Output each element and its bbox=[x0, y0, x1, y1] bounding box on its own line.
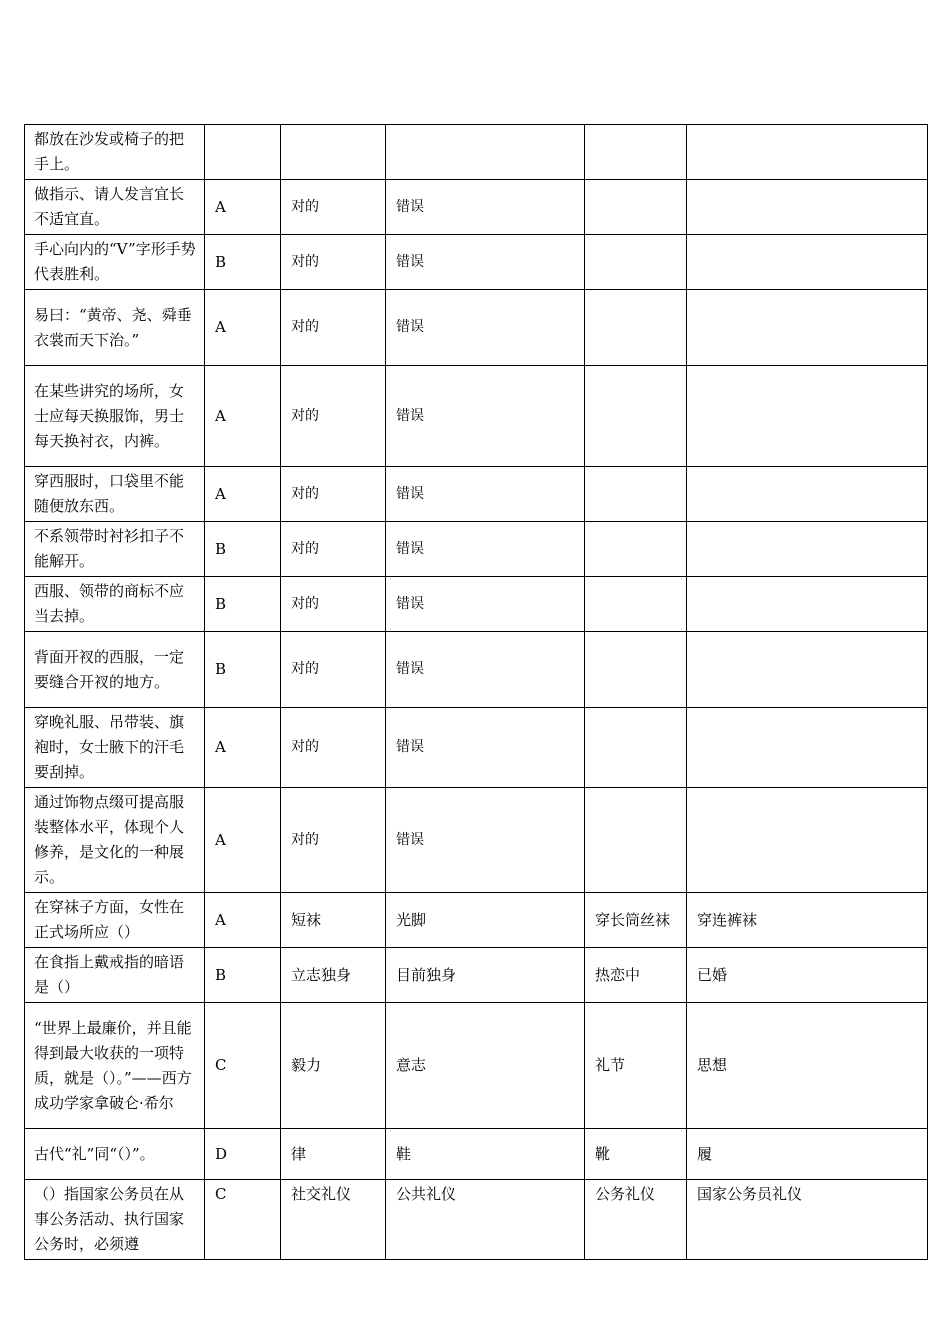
table-row bbox=[25, 1003, 928, 1129]
option-c-cell bbox=[585, 788, 687, 893]
answer-cell: A bbox=[205, 467, 281, 522]
table-row bbox=[25, 235, 928, 290]
option-c-cell bbox=[585, 522, 687, 577]
option-b-cell: 错误 bbox=[386, 788, 585, 893]
question-cell: 在食指上戴戒指的暗语是（） bbox=[25, 948, 205, 1003]
option-b-cell: 错误 bbox=[386, 235, 585, 290]
option-c-cell: 礼节 bbox=[585, 1003, 687, 1129]
option-c-cell: 穿长筒丝袜 bbox=[585, 893, 687, 948]
question-cell: 在穿袜子方面，女性在正式场所应（） bbox=[25, 893, 205, 948]
option-c-cell bbox=[585, 125, 687, 180]
option-a-cell: 社交礼仪 bbox=[281, 1180, 386, 1260]
question-cell: 背面开衩的西服，一定要缝合开衩的地方。 bbox=[25, 632, 205, 708]
option-b-cell: 光脚 bbox=[386, 893, 585, 948]
table-row bbox=[25, 522, 928, 577]
option-d-cell: 国家公务员礼仪 bbox=[687, 1180, 928, 1260]
table-row bbox=[25, 788, 928, 893]
option-d-cell bbox=[687, 125, 928, 180]
option-a-cell: 对的 bbox=[281, 788, 386, 893]
option-d-cell: 已婚 bbox=[687, 948, 928, 1003]
option-b-cell: 错误 bbox=[386, 632, 585, 708]
table-row bbox=[25, 1180, 928, 1260]
question-table bbox=[24, 124, 928, 1260]
option-a-cell: 对的 bbox=[281, 577, 386, 632]
option-c-cell: 靴 bbox=[585, 1129, 687, 1180]
option-c-cell: 公务礼仪 bbox=[585, 1180, 687, 1260]
option-a-cell: 对的 bbox=[281, 522, 386, 577]
answer-cell: D bbox=[205, 1129, 281, 1180]
question-cell: （）指国家公务员在从事公务活动、执行国家公务时，必须遵 bbox=[25, 1180, 205, 1260]
option-a-cell: 对的 bbox=[281, 467, 386, 522]
option-b-cell: 错误 bbox=[386, 708, 585, 788]
option-d-cell: 履 bbox=[687, 1129, 928, 1180]
answer-cell: A bbox=[205, 708, 281, 788]
option-c-cell: 热恋中 bbox=[585, 948, 687, 1003]
option-c-cell bbox=[585, 708, 687, 788]
option-d-cell: 穿连裤袜 bbox=[687, 893, 928, 948]
option-c-cell bbox=[585, 235, 687, 290]
answer-cell: A bbox=[205, 893, 281, 948]
question-cell: 都放在沙发或椅子的把手上。 bbox=[25, 125, 205, 180]
table-row bbox=[25, 948, 928, 1003]
question-cell: 古代“礼”同“（）”。 bbox=[25, 1129, 205, 1180]
option-c-cell bbox=[585, 180, 687, 235]
option-b-cell: 错误 bbox=[386, 180, 585, 235]
table-row bbox=[25, 180, 928, 235]
answer-cell: A bbox=[205, 366, 281, 467]
option-a-cell: 对的 bbox=[281, 235, 386, 290]
option-a-cell: 对的 bbox=[281, 290, 386, 366]
table-row bbox=[25, 290, 928, 366]
option-a-cell: 短袜 bbox=[281, 893, 386, 948]
answer-cell: B bbox=[205, 632, 281, 708]
option-d-cell: 思想 bbox=[687, 1003, 928, 1129]
option-b-cell: 错误 bbox=[386, 577, 585, 632]
answer-cell: B bbox=[205, 522, 281, 577]
table-row bbox=[25, 125, 928, 180]
option-a-cell: 对的 bbox=[281, 708, 386, 788]
answer-cell bbox=[205, 125, 281, 180]
option-b-cell: 鞋 bbox=[386, 1129, 585, 1180]
table-row bbox=[25, 467, 928, 522]
question-cell: 西服、领带的商标不应当去掉。 bbox=[25, 577, 205, 632]
question-cell: 易曰：“黄帝、尧、舜垂衣裳而天下治。” bbox=[25, 290, 205, 366]
answer-cell: A bbox=[205, 180, 281, 235]
table-row bbox=[25, 577, 928, 632]
question-cell: 通过饰物点缀可提高服装整体水平，体现个人修养，是文化的一种展示。 bbox=[25, 788, 205, 893]
answer-cell: B bbox=[205, 235, 281, 290]
option-a-cell: 毅力 bbox=[281, 1003, 386, 1129]
option-d-cell bbox=[687, 467, 928, 522]
question-cell: “世界上最廉价，并且能得到最大收获的一项特质，就是（）。”——西方成功学家拿破仑·希尔 bbox=[25, 1003, 205, 1129]
option-d-cell bbox=[687, 290, 928, 366]
option-d-cell bbox=[687, 180, 928, 235]
answer-cell: A bbox=[205, 788, 281, 893]
option-b-cell: 公共礼仪 bbox=[386, 1180, 585, 1260]
question-cell: 手心向内的“V”字形手势代表胜利。 bbox=[25, 235, 205, 290]
option-d-cell bbox=[687, 235, 928, 290]
option-b-cell: 错误 bbox=[386, 467, 585, 522]
option-b-cell: 错误 bbox=[386, 366, 585, 467]
option-b-cell bbox=[386, 125, 585, 180]
table-row bbox=[25, 893, 928, 948]
option-b-cell: 目前独身 bbox=[386, 948, 585, 1003]
answer-cell: A bbox=[205, 290, 281, 366]
answer-cell: C bbox=[205, 1003, 281, 1129]
question-cell: 穿西服时，口袋里不能随便放东西。 bbox=[25, 467, 205, 522]
question-cell: 做指示、请人发言宜长不适宜直。 bbox=[25, 180, 205, 235]
option-d-cell bbox=[687, 708, 928, 788]
option-d-cell bbox=[687, 788, 928, 893]
option-c-cell bbox=[585, 467, 687, 522]
option-d-cell bbox=[687, 632, 928, 708]
option-c-cell bbox=[585, 632, 687, 708]
option-a-cell: 立志独身 bbox=[281, 948, 386, 1003]
option-b-cell: 意志 bbox=[386, 1003, 585, 1129]
table-row bbox=[25, 632, 928, 708]
option-a-cell: 对的 bbox=[281, 632, 386, 708]
answer-cell: B bbox=[205, 948, 281, 1003]
option-b-cell: 错误 bbox=[386, 522, 585, 577]
option-a-cell bbox=[281, 125, 386, 180]
answer-cell: B bbox=[205, 577, 281, 632]
option-d-cell bbox=[687, 577, 928, 632]
table-row bbox=[25, 1129, 928, 1180]
option-b-cell: 错误 bbox=[386, 290, 585, 366]
answer-cell: C bbox=[205, 1180, 281, 1260]
option-c-cell bbox=[585, 366, 687, 467]
option-d-cell bbox=[687, 366, 928, 467]
question-cell: 在某些讲究的场所，女士应每天换服饰，男士每天换衬衣，内裤。 bbox=[25, 366, 205, 467]
question-cell: 不系领带时衬衫扣子不能解开。 bbox=[25, 522, 205, 577]
option-c-cell bbox=[585, 577, 687, 632]
option-a-cell: 律 bbox=[281, 1129, 386, 1180]
table-row bbox=[25, 708, 928, 788]
option-a-cell: 对的 bbox=[281, 180, 386, 235]
option-d-cell bbox=[687, 522, 928, 577]
question-cell: 穿晚礼服、吊带装、旗袍时，女士腋下的汗毛要刮掉。 bbox=[25, 708, 205, 788]
table-row bbox=[25, 366, 928, 467]
option-c-cell bbox=[585, 290, 687, 366]
option-a-cell: 对的 bbox=[281, 366, 386, 467]
